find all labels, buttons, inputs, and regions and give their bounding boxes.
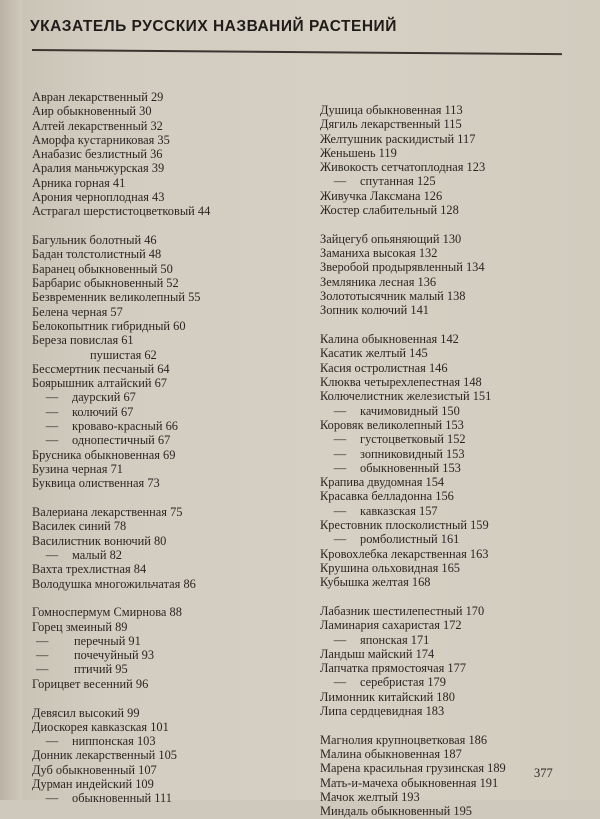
index-entry-text: Заманиха высокая 132 xyxy=(320,246,438,261)
index-entry xyxy=(320,375,570,389)
index-entry xyxy=(320,532,570,546)
index-entry-text: Арника горная 41 xyxy=(32,175,126,190)
index-entry-text: даурский 67 xyxy=(72,390,136,405)
index-entry-text: птичий 95 xyxy=(74,662,128,677)
index-entry xyxy=(320,475,570,489)
index-entry-text: Брусника обыкновенная 69 xyxy=(32,447,176,462)
index-entry-text: Арония черноплодная 43 xyxy=(32,190,165,205)
dash-mark: — xyxy=(333,460,347,475)
index-entry xyxy=(32,176,297,190)
index-entry-text: Магнолия крупноцветковая 186 xyxy=(320,732,488,747)
index-entry xyxy=(320,361,570,375)
index-entry xyxy=(320,174,570,188)
index-entry xyxy=(32,519,297,533)
index-entry-text: Коровяк великолепный 153 xyxy=(320,417,464,432)
index-entry-text: Володушка многожильчатая 86 xyxy=(32,576,196,591)
dash-mark: — xyxy=(36,662,49,677)
index-entry xyxy=(320,604,570,618)
index-entry xyxy=(320,132,570,146)
index-entry xyxy=(320,504,570,518)
index-entry xyxy=(320,289,570,303)
index-gap xyxy=(32,491,297,506)
index-gap xyxy=(320,590,570,605)
index-entry-text: Василистник вонючий 80 xyxy=(32,533,167,548)
index-entry-text: Аралия маньчжурская 39 xyxy=(32,161,165,176)
index-entry xyxy=(32,720,297,734)
index-entry-text: Калина обыкновенная 142 xyxy=(320,332,459,347)
index-entry xyxy=(320,489,570,503)
header-rule xyxy=(32,49,562,55)
index-entry-text: Клюква четырехлепестная 148 xyxy=(320,375,482,390)
index-entry xyxy=(32,620,297,634)
index-entry xyxy=(320,404,570,418)
dash-mark: — xyxy=(333,675,347,690)
index-entry-text: колючий 67 xyxy=(72,404,134,419)
index-entry-text: спутанная 125 xyxy=(360,174,436,189)
index-entry xyxy=(32,119,297,133)
index-entry xyxy=(320,704,570,718)
index-entry-text: обыкновенный 111 xyxy=(72,791,172,806)
index-entry-text: Безвременник великолепный 55 xyxy=(32,290,201,305)
index-entry xyxy=(320,618,570,632)
index-entry xyxy=(32,562,297,576)
index-entry xyxy=(32,276,297,290)
index-entry xyxy=(32,448,297,462)
index-entry xyxy=(32,748,297,762)
index-entry xyxy=(32,677,297,691)
index-entry-text: Кровохлебка лекарственная 163 xyxy=(320,546,489,561)
index-entry xyxy=(32,104,297,118)
page-title: УКАЗАТЕЛЬ РУССКИХ НАЗВАНИЙ РАСТЕНИЙ xyxy=(30,18,397,35)
index-entry xyxy=(320,633,570,647)
index-entry xyxy=(320,547,570,561)
index-column-left xyxy=(32,90,297,806)
index-entry-text: Донник лекарственный 105 xyxy=(32,748,177,763)
dash-mark: — xyxy=(45,547,59,562)
index-entry-text: Береза повислая 61 xyxy=(32,333,134,348)
index-entry xyxy=(320,232,570,246)
index-entry xyxy=(320,747,570,761)
index-entry xyxy=(320,303,570,317)
index-entry-text: Дягиль лекарственный 115 xyxy=(320,117,462,132)
index-entry xyxy=(32,791,297,805)
index-entry-text: Горицвет весенний 96 xyxy=(32,676,149,691)
index-entry-text: Зайцегуб опьяняющий 130 xyxy=(320,231,462,246)
index-entry-text: Мать-и-мачеха обыкновенная 191 xyxy=(320,775,499,790)
index-entry-text: Крушина ольховидная 165 xyxy=(320,560,460,575)
dash-mark: — xyxy=(36,633,49,648)
dash-mark: — xyxy=(36,648,49,663)
index-entry xyxy=(320,189,570,203)
index-entry-text: Анабазис безлистный 36 xyxy=(32,147,163,162)
index-entry-text: Бадан толстолистный 48 xyxy=(32,247,162,262)
index-entry-text: Ламинария сахаристая 172 xyxy=(320,618,462,633)
index-entry-text: Багульник болотный 46 xyxy=(32,233,157,248)
index-entry-text: Белокопытник гибридный 60 xyxy=(32,318,186,333)
index-entry xyxy=(320,661,570,675)
index-entry xyxy=(32,433,297,447)
index-entry xyxy=(320,160,570,174)
index-gap xyxy=(32,219,297,234)
index-entry-text: Касатик желтый 145 xyxy=(320,346,428,361)
index-entry xyxy=(32,462,297,476)
index-entry-text: ромболистный 161 xyxy=(360,532,460,547)
index-entry xyxy=(32,290,297,304)
index-entry xyxy=(32,262,297,276)
index-entry-text: Миндаль обыкновенный 195 xyxy=(320,804,472,819)
dash-mark: — xyxy=(45,390,59,405)
index-entry xyxy=(32,90,297,104)
index-entry-text: Золототысячник малый 138 xyxy=(320,289,466,304)
dash-mark: — xyxy=(333,503,347,518)
index-entry xyxy=(320,275,570,289)
index-entry-text: японская 171 xyxy=(360,632,430,647)
index-entry-text: густоцветковый 152 xyxy=(360,432,466,447)
index-entry-text: кроваво-красный 66 xyxy=(72,419,178,434)
index-entry-text: Душица обыкновенная 113 xyxy=(320,103,463,117)
index-entry-text: Алтей лекарственный 32 xyxy=(32,118,163,133)
index-entry-text: Живучка Лаксмана 126 xyxy=(320,188,443,203)
index-entry xyxy=(32,390,297,404)
index-entry xyxy=(320,117,570,131)
index-entry xyxy=(32,505,297,519)
index-entry xyxy=(32,634,297,648)
page-number: 377 xyxy=(534,766,553,780)
index-entry xyxy=(32,605,297,619)
index-entry xyxy=(32,534,297,548)
index-entry-text: Марена красильная грузинская 189 xyxy=(320,761,506,776)
index-entry-text: Дуб обыкновенный 107 xyxy=(32,762,157,777)
index-gap xyxy=(32,591,297,606)
index-entry xyxy=(32,133,297,147)
index-gap xyxy=(320,718,570,733)
index-entry-text: Колючелистник железистый 151 xyxy=(320,389,492,404)
index-entry xyxy=(320,203,570,217)
index-column-right xyxy=(320,103,570,819)
index-entry-text: Касия остролистная 146 xyxy=(320,360,448,375)
index-entry xyxy=(320,260,570,274)
index-entry-text: перечный 91 xyxy=(74,633,141,648)
index-entry-text: ниппонская 103 xyxy=(72,734,156,749)
index-entry xyxy=(32,662,297,676)
index-entry-text: Горец змеиный 89 xyxy=(32,619,128,634)
index-entry xyxy=(320,776,570,790)
index-entry xyxy=(32,376,297,390)
index-entry xyxy=(320,733,570,747)
index-entry-text: Липа сердцевидная 183 xyxy=(320,704,445,719)
index-entry xyxy=(320,146,570,160)
index-entry xyxy=(32,476,297,490)
index-entry-text: Аморфа кустарниковая 35 xyxy=(32,132,170,147)
index-entry xyxy=(32,777,297,791)
index-entry xyxy=(32,577,297,591)
dash-mark: — xyxy=(45,791,59,806)
index-entry xyxy=(32,305,297,319)
index-entry-text: Вахта трехлистная 84 xyxy=(32,562,147,577)
index-entry-text: почечуйный 93 xyxy=(74,648,155,663)
index-entry xyxy=(320,418,570,432)
index-entry-text: Крестовник плосколистный 159 xyxy=(320,518,489,533)
index-entry-text: Лимонник китайский 180 xyxy=(320,689,455,704)
index-entry-text: Валериана лекарственная 75 xyxy=(32,505,183,520)
index-entry-text: Лабазник шестилепестный 170 xyxy=(320,604,485,618)
index-entry-text: Астрагал шерстистоцветковый 44 xyxy=(32,204,211,219)
index-entry-text: обыкновенный 153 xyxy=(360,460,461,475)
index-entry-text: Боярышник алтайский 67 xyxy=(32,376,167,391)
index-entry-text: Василек синий 78 xyxy=(32,519,127,534)
index-entry-text: Живокость сетчатоплодная 123 xyxy=(320,160,486,175)
index-entry xyxy=(320,675,570,689)
dash-mark: — xyxy=(45,734,59,749)
index-entry-text: Красавка белладонна 156 xyxy=(320,489,454,504)
index-entry-text: Земляника лесная 136 xyxy=(320,274,437,289)
index-entry xyxy=(32,247,297,261)
index-entry-text: Дурман индейский 109 xyxy=(32,777,154,792)
index-entry xyxy=(32,362,297,376)
index-entry xyxy=(32,333,297,347)
dash-mark: — xyxy=(333,446,347,461)
index-entry xyxy=(320,461,570,475)
index-entry xyxy=(32,319,297,333)
index-entry-text: качимовидный 150 xyxy=(360,403,460,418)
index-entry xyxy=(32,204,297,218)
index-entry-text: Жостер слабительный 128 xyxy=(320,203,459,218)
index-entry xyxy=(320,690,570,704)
index-entry xyxy=(320,790,570,804)
dash-mark: — xyxy=(333,532,347,547)
index-entry xyxy=(32,405,297,419)
index-entry xyxy=(32,161,297,175)
index-gap xyxy=(320,217,570,232)
index-entry-text: Бузина черная 71 xyxy=(32,461,123,476)
index-entry-text: серебристая 179 xyxy=(360,675,446,690)
index-entry xyxy=(320,246,570,260)
index-entry xyxy=(320,432,570,446)
index-entry-text: Женьшень 119 xyxy=(320,145,397,160)
index-entry xyxy=(320,561,570,575)
index-entry-text: Кубышка желтая 168 xyxy=(320,575,431,590)
index-entry xyxy=(32,147,297,161)
index-entry-text: пушистая 62 xyxy=(90,347,157,362)
index-entry-text: однопестичный 67 xyxy=(72,433,171,448)
index-entry xyxy=(320,332,570,346)
index-entry-text: Крапива двудомная 154 xyxy=(320,475,445,490)
index-entry-text: Баранец обыкновенный 50 xyxy=(32,261,173,276)
index-entry xyxy=(320,804,570,818)
index-entry xyxy=(32,348,297,362)
index-entry-text: Зопник колючий 141 xyxy=(320,303,429,318)
index-entry xyxy=(320,103,570,117)
index-entry xyxy=(32,706,297,720)
index-entry-text: Девясил высокий 99 xyxy=(32,705,140,720)
index-entry xyxy=(320,389,570,403)
index-entry xyxy=(32,190,297,204)
index-gap xyxy=(32,691,297,706)
index-entry-text: Буквица олиственная 73 xyxy=(32,476,160,491)
index-entry-text: Мачок желтый 193 xyxy=(320,790,420,805)
index-entry-text: Малина обыкновенная 187 xyxy=(320,747,462,762)
dash-mark: — xyxy=(333,174,347,189)
index-entry xyxy=(32,763,297,777)
index-entry-text: Белена черная 57 xyxy=(32,304,123,319)
index-entry xyxy=(320,575,570,589)
index-entry-text: Гомноспермум Смирнова 88 xyxy=(32,605,182,620)
index-entry xyxy=(32,548,297,562)
dash-mark: — xyxy=(45,404,59,419)
index-entry xyxy=(32,734,297,748)
index-entry-text: Лапчатка прямостоячая 177 xyxy=(320,661,467,676)
index-entry-text: Диоскорея кавказская 101 xyxy=(32,719,169,734)
index-gap xyxy=(320,318,570,333)
index-entry xyxy=(320,346,570,360)
index-entry xyxy=(320,647,570,661)
dash-mark: — xyxy=(45,419,59,434)
index-entry-text: Аир обыкновенный 30 xyxy=(32,104,152,119)
index-entry-text: Ландыш майский 174 xyxy=(320,646,435,661)
index-entry-text: Зверобой продырявленный 134 xyxy=(320,260,485,275)
index-entry-text: кавказская 157 xyxy=(360,503,438,518)
dash-mark: — xyxy=(333,403,347,418)
index-entry-text: зопниковидный 153 xyxy=(360,446,465,461)
index-entry xyxy=(320,518,570,532)
index-entry-text: Барбарис обыкновенный 52 xyxy=(32,276,179,291)
index-entry xyxy=(32,233,297,247)
index-entry xyxy=(32,419,297,433)
dash-mark: — xyxy=(333,432,347,447)
index-entry-text: Желтушник раскидистый 117 xyxy=(320,131,476,146)
book-spine-shadow xyxy=(0,0,22,800)
index-entry-text: Авран лекарственный 29 xyxy=(32,90,164,104)
index-entry xyxy=(320,761,570,775)
dash-mark: — xyxy=(333,632,347,647)
index-entry xyxy=(32,648,297,662)
dash-mark: — xyxy=(45,433,59,448)
index-entry xyxy=(320,447,570,461)
index-entry-text: малый 82 xyxy=(72,547,122,562)
index-entry-text: Бессмертник песчаный 64 xyxy=(32,361,170,376)
